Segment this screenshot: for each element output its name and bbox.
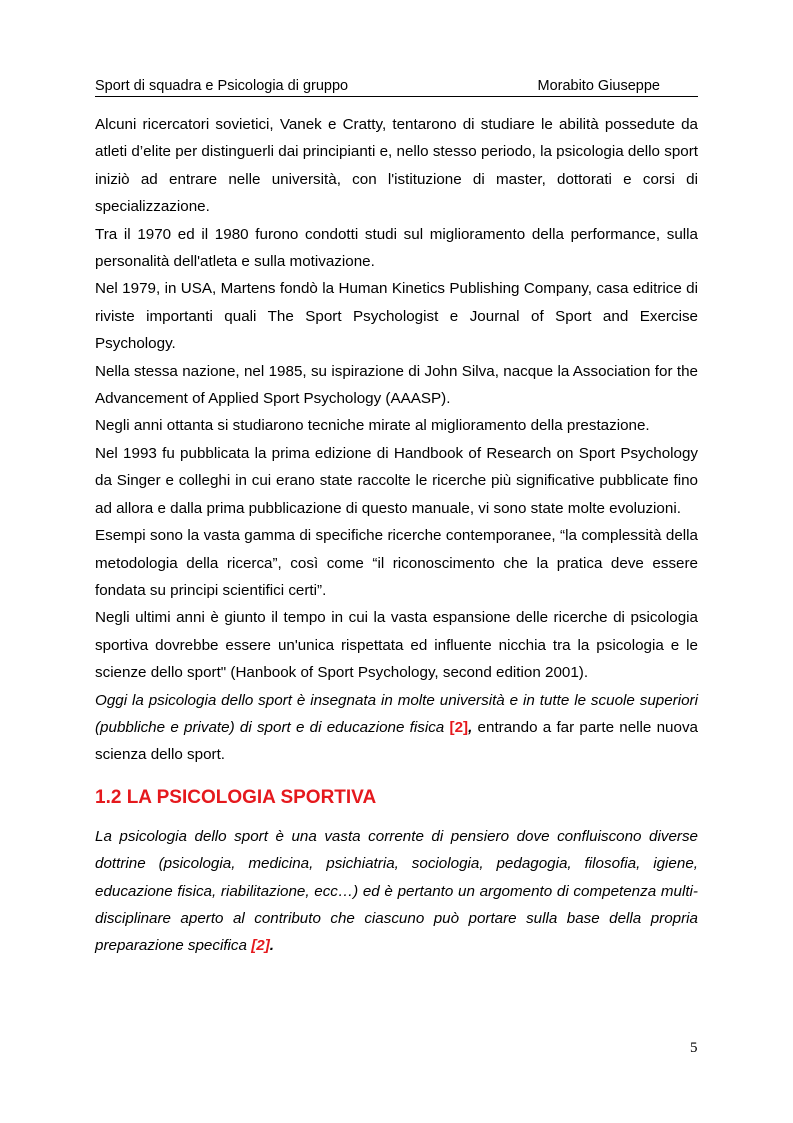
paragraph: Alcuni ricercatori sovietici, Vanek e Cratty, tentarono di studiare le abilità possedute da atleti d’elite per distinguerli dai principianti e, nello stesso periodo, la psicologia dello sport iniziò ad entrare nelle università, con l'istituzione di master, dottorati e corsi di specializzazione. [95, 116, 698, 216]
running-header [95, 77, 698, 97]
section-text: La psicologia dello sport è una vasta corrente di pensiero dove confluiscono diverse dottrine (psicologia, medicina, psichiatria, sociologia, pedagogia, filosofia, igiene, educazione fisica, riabilitazione, ecc…) ed è pertanto un argomento di competenza multi-disciplinare aperto al contributo che ciascuno può portare sulla base della propria preparazione specifica [95, 827, 698, 955]
citation-reference: [2] [251, 937, 270, 955]
closing-rest-text: entrando a far parte nelle nuova scienza dello sport. [95, 718, 698, 764]
paragraph: Esempi sono la vasta gamma di specifiche ricerche contemporanee, “la complessità della metodologia della ricerca”, così come “il riconoscimento che la pratica deve essere fondata su principi scientifici certi”. [95, 527, 698, 599]
paragraph: Nel 1979, in USA, Martens fondò la Human Kinetics Publishing Company, casa editrice di riviste importanti quali The Sport Psychologist e Journal of Sport and Exercise Psychology. [95, 280, 698, 353]
paragraph: Nel 1993 fu pubblicata la prima edizione di Handbook of Research on Sport Psychology da Singer e colleghi in cui erano state raccolte le ricerche più significative pubblicate fino ad allora e dalla prima pubblicazione di questo manuale, vi sono state molte evoluzioni. [95, 444, 698, 517]
page-body [95, 111, 698, 960]
section-heading: 1.2 LA PSICOLOGIA SPORTIVA [95, 786, 377, 808]
header-author: Morabito Giuseppe [537, 78, 660, 94]
closing-italic-text: Oggi la psicologia dello sport è insegnata in molte università e in tutte le scuole superiori (pubbliche e private) di sport e di educazione fisica [95, 691, 698, 736]
closing-paragraph [95, 687, 698, 769]
closing-comma: , [468, 718, 473, 736]
header-title: Sport di squadra e Psicologia di gruppo [95, 78, 349, 94]
citation-reference: [2] [449, 718, 469, 736]
section-paragraph [95, 823, 698, 960]
page-number: 5 [690, 1040, 698, 1056]
paragraph: Nella stessa nazione, nel 1985, su ispirazione di John Silva, nacque la Association for the Advancement of Applied Sport Psychology (AAASP). [95, 362, 698, 408]
paragraph: Negli ultimi anni è giunto il tempo in cui la vasta espansione delle ricerche di psicologia sportiva dovrebbe essere un'unica rispettata ed influente nicchia tra la psicologia e le scienze dello sport" (Hanbook of Sport Psychology, second edition 2001). [95, 609, 698, 682]
paragraph: Tra il 1970 ed il 1980 furono condotti studi sul miglioramento della performance, sulla personalità dell'atleta e sulla motivazione. [95, 225, 698, 271]
paragraph: Negli anni ottanta si studiarono tecniche mirate al miglioramento della prestazione. [95, 417, 650, 435]
section-period: . [269, 937, 274, 955]
